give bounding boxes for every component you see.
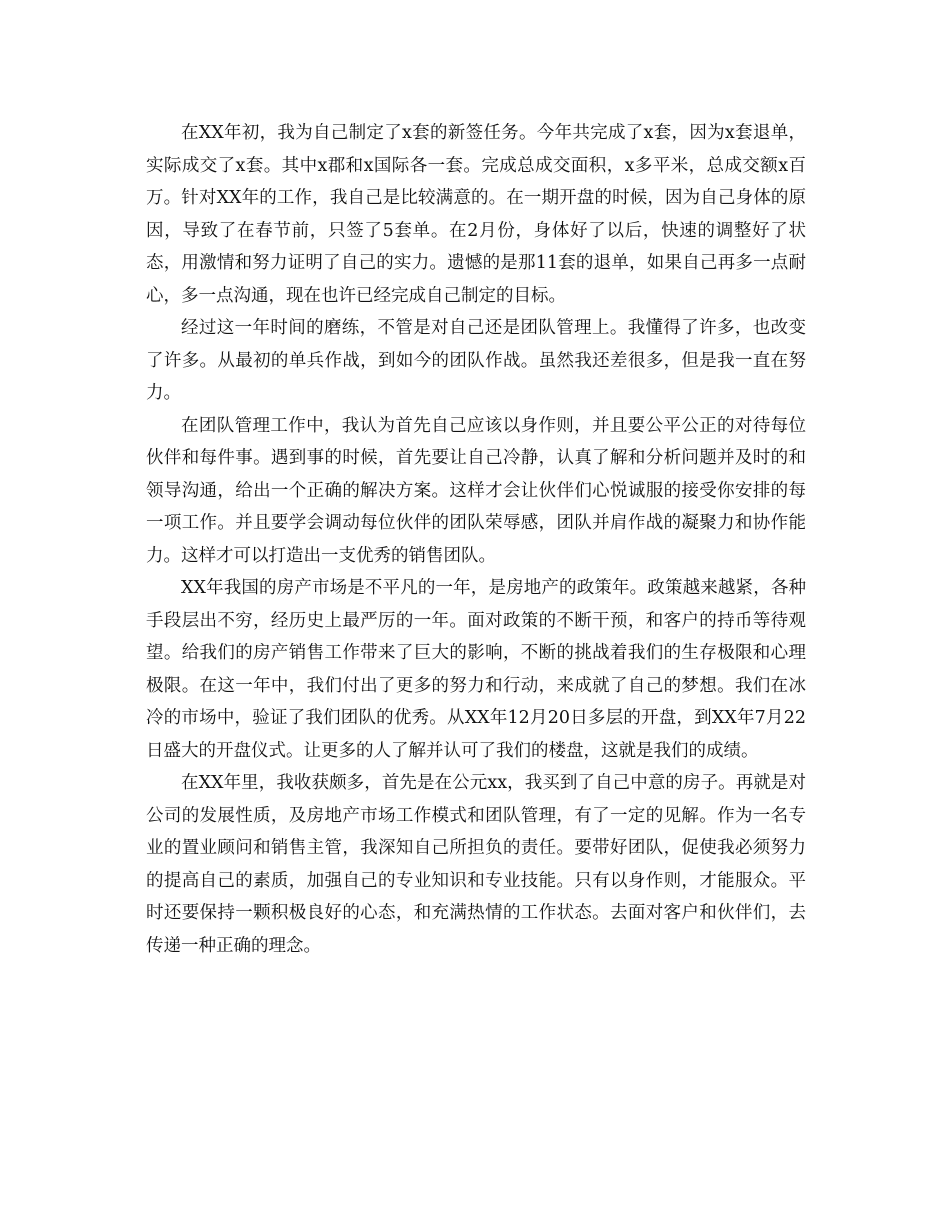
paragraph-market-review: XX年我国的房产市场是不平凡的一年，是房地产的政策年。政策越来越紧，各种手段层出不穷，经历史上最严厉的一年。面对政策的不断干预，和客户的持币等待观望。给我们的房产销售工作带来了巨大的影响，不断的挑战着我们的生存极限和心理极限。在这一年中，我们付出了更多的努力和行动，来成就了自己的梦想。我们在冰冷的市场中，验证了我们团队的优秀。从XX年12月20日多层的开盘，到XX年7月22日盛大的开盘仪式。让更多的人了解并认可了我们的楼盘，这就是我们的成绩。 <box>146 578 806 761</box>
document-page <box>146 117 806 962</box>
paragraph-growth: 经过这一年时间的磨练，不管是对自己还是团队管理上。我懂得了许多，也改变了许多。从最初的单兵作战，到如今的团队作战。虽然我还差很多，但是我一直在努力。 <box>146 318 806 403</box>
paragraph-annual-performance: 在XX年初，我为自己制定了x套的新签任务。今年共完成了x套，因为x套退单，实际成交了x套。其中x郡和x国际各一套。完成总成交面积，x多平米，总成交额x百万。针对XX年的工作，我自己是比较满意的。在一期开盘的时候，因为自己身体的原因，导致了在春节前，只签了5套单。在2月份，身体好了以后，快速的调整好了状态，用激情和努力证明了自己的实力。遗憾的是那11套的退单，如果自己再多一点耐心，多一点沟通，现在也许已经完成自己制定的目标。 <box>146 123 806 306</box>
paragraph-team-management: 在团队管理工作中，我认为首先自己应该以身作则，并且要公平公正的对待每位伙伴和每件事。遇到事的时候，首先要让自己冷静，认真了解和分析问题并及时的和领导沟通，给出一个正确的解决方案。这样才会让伙伴们心悦诚服的接受你安排的每一项工作。并且要学会调动每位伙伴的团队荣辱感，团队并肩作战的凝聚力和协作能力。这样才可以打造出一支优秀的销售团队。 <box>146 415 806 566</box>
paragraph-personal-gains: 在XX年里，我收获颇多，首先是在公元xx，我买到了自己中意的房子。再就是对公司的发展性质，及房地产市场工作模式和团队管理，有了一定的见解。作为一名专业的置业顾问和销售主管，我深知自己所担负的责任。要带好团队，促使我必须努力的提高自己的素质，加强自己的专业知识和专业技能。只有以身作则，才能服众。平时还要保持一颗积极良好的心态，和充满热情的工作状态。去面对客户和伙伴们，去传递一种正确的理念。 <box>146 773 806 956</box>
